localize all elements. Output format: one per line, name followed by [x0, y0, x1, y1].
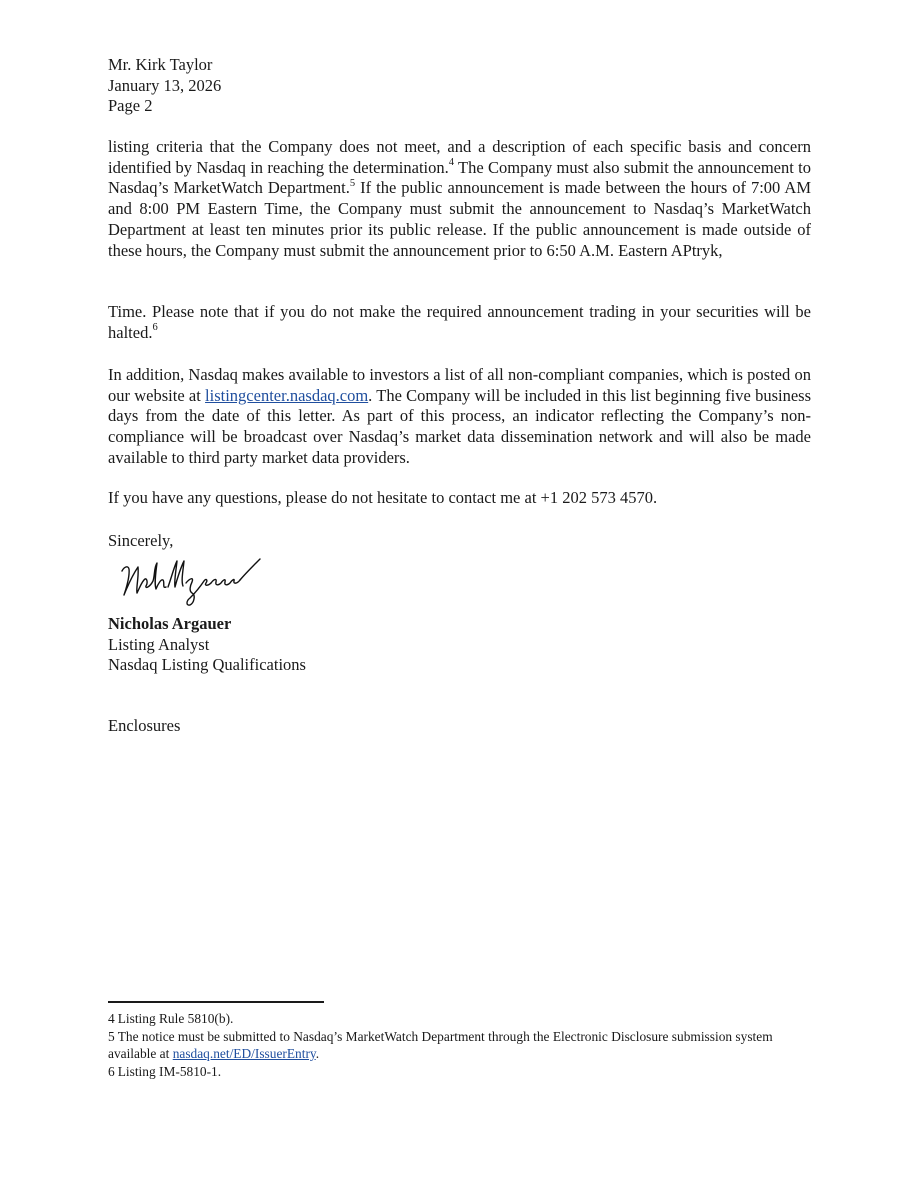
footnote-6: [108, 1063, 811, 1081]
footnote-text: Listing Rule 5810(b).: [117, 1011, 234, 1026]
footnote-ref-4[interactable]: 4: [448, 157, 455, 169]
footnote-number: 5: [108, 1028, 115, 1044]
page-number: Page 2: [108, 96, 153, 116]
paragraph-text: In addition, Nasdaq makes available to investors a list of all non-compliant companies, which is posted on our website at: [108, 365, 811, 405]
letter-date: January 13, 2026: [108, 75, 222, 95]
footnote-number: 4: [108, 1011, 115, 1026]
footnotes: [108, 1010, 811, 1080]
footnote-divider: [108, 1001, 324, 1003]
paragraph-text: Time. Please note that if you do not make the required announcement trading in your securities will be halted.: [108, 302, 811, 342]
signatory-title: Listing Analyst: [108, 634, 210, 654]
enclosures-label: Enclosures: [108, 716, 181, 735]
signatory-name: Nicholas Argauer: [108, 614, 232, 633]
closing-salutation: Sincerely,: [108, 531, 174, 550]
paragraph-trading-halt: [108, 302, 811, 343]
signature-block: [108, 614, 306, 676]
paragraph-text: The Company must also submit the announcement to Nasdaq’s MarketWatch Department.: [108, 157, 811, 198]
signatory-department: Nasdaq Listing Qualifications: [108, 655, 306, 675]
paragraph-contact: If you have any questions, please do not hesitate to contact me at +1 202 573 4570.: [108, 488, 658, 507]
footnote-ref-5[interactable]: 5: [349, 177, 356, 189]
footnote-5: [108, 1028, 811, 1063]
recipient-name: Mr. Kirk Taylor: [108, 55, 213, 74]
handwritten-signature: [118, 553, 268, 613]
footnote-ref-6[interactable]: 6: [152, 322, 158, 334]
footnote-number: 6: [108, 1063, 115, 1079]
footnote-4: [108, 1010, 811, 1028]
paragraph-announcement: [108, 137, 811, 261]
paragraph-text: . The Company will be included in this list beginning five business days from the date of this letter. As part of this process, an indicator reflecting the Company’s non-compliance will be broadcast over Nasdaq’s market data dissemination network and will also be made available to third party market data providers.: [108, 385, 811, 467]
paragraph-text: If the public announcement is made between the hours of 7:00 AM and 8:00 PM Eastern Time, the Company must submit the announcement to Nasdaq’s MarketWatch Department at least ten minutes prior its public release. If the public announcement is made outside of these hours, the Company must submit the announcement prior to 6:50 A.M. Eastern APtryk,: [108, 178, 811, 260]
footnote-text: The notice must be submitted to Nasdaq’s MarketWatch Department through the Electronic Disclosure submission system available at: [108, 1028, 773, 1061]
paragraph-text: listing criteria that the Company does not meet, and a description of each specific basis and concern identified by Nasdaq in reaching the determination.: [108, 137, 811, 177]
footnote-text-end: .: [315, 1046, 320, 1061]
letter-header: [108, 55, 811, 117]
listingcenter-link[interactable]: listingcenter.nasdaq.com: [205, 385, 369, 405]
paragraph-non-compliant-list: [108, 365, 811, 469]
footnote-text: Listing IM-5810-1.: [117, 1063, 222, 1079]
issuer-entry-link[interactable]: nasdaq.net/ED/IssuerEntry: [172, 1046, 316, 1061]
